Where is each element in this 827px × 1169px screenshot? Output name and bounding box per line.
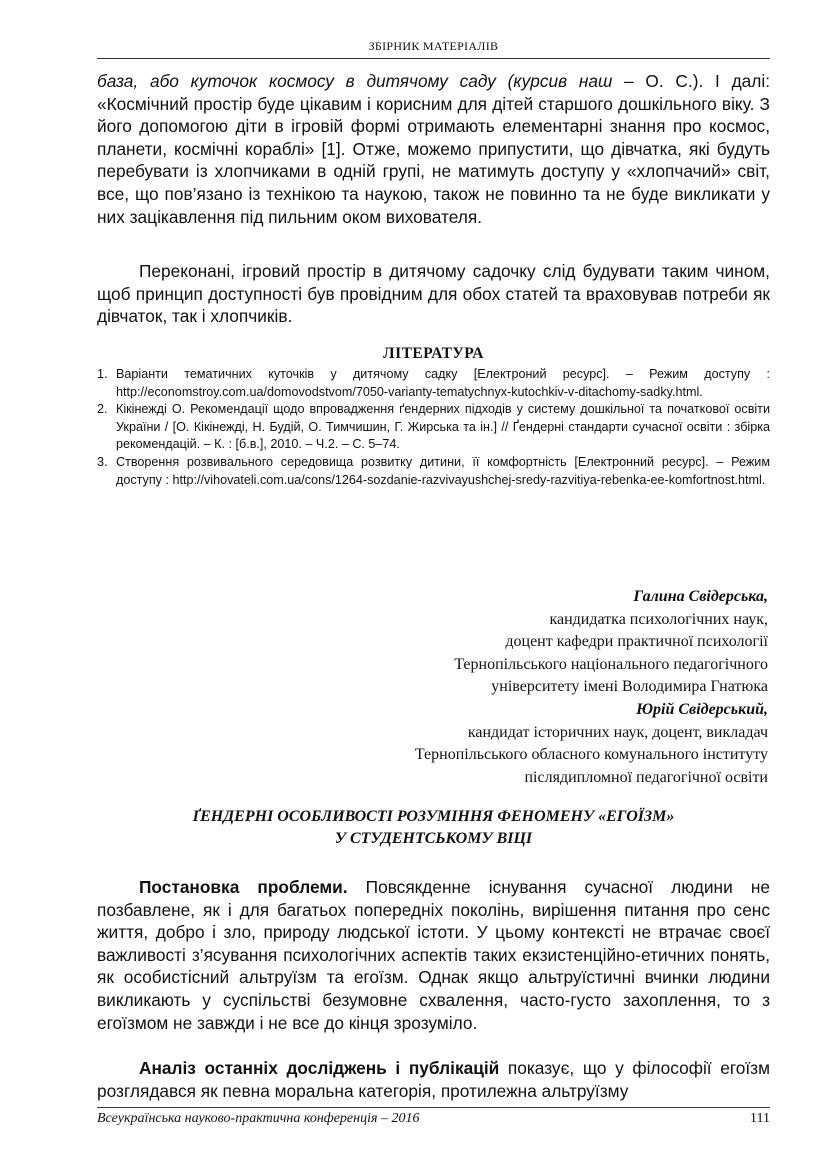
author-1-affiliation-line: доцент кафедри практичної психології bbox=[505, 633, 768, 651]
author-1-affiliation-line: університету імені Володимира Гнатюка bbox=[491, 678, 768, 696]
reference-item bbox=[97, 454, 770, 489]
page-number: 111 bbox=[750, 1111, 770, 1126]
author-block bbox=[300, 586, 768, 789]
author-2-affiliation-line: Тернопільського обласного комунального інституту bbox=[414, 746, 768, 764]
footer-divider bbox=[97, 1107, 770, 1108]
literature-heading: ЛІТЕРАТУРА bbox=[383, 345, 484, 362]
reference-number: 3. bbox=[97, 454, 108, 469]
reference-item bbox=[97, 401, 770, 454]
article-title-line-1: ҐЕНДЕРНІ ОСОБЛИВОСТІ РОЗУМІННЯ ФЕНОМЕНУ «ЕГОЇЗМ» bbox=[192, 808, 675, 825]
running-head: ЗБІРНИК МАТЕРІАЛІВ bbox=[368, 39, 499, 53]
literature-review-heading: Аналіз останніх досліджень і публікацій bbox=[139, 1058, 500, 1078]
author-1-name: Галина Свідерська, bbox=[633, 588, 768, 605]
reference-item bbox=[97, 366, 770, 401]
reference-number: 2. bbox=[97, 402, 108, 417]
article-title bbox=[97, 806, 770, 850]
reference-text: Варіанти тематичних куточків у дитячому садку [Електроний ресурс]. – Режим доступу : http://economstroy.com.ua/domovodstvom/7050-varianty-tematychnyx-kutochkiv-v-ditachomy-sadky.html. bbox=[116, 367, 770, 399]
literature-review-paragraph bbox=[97, 1057, 770, 1102]
header-divider bbox=[97, 58, 770, 59]
problem-statement-heading: Постановка проблеми. bbox=[139, 877, 348, 897]
intro-paragraph-1-text: – О. С.). І далі: «Космічний простір буде цікавим і корисним для дітей старшого дошкільного віку. З його допомогою діти в ігровій формі отримають елементарні знання про космос, планети, космічні кораблі» [1]. Отже, можемо припустити, що дівчатка, які будуть перебувати із хлопчиками в одній групі, не матимуть доступу у «хлопчачий» світ, все, що пов’язано із технікою та наукою, також не повинно та не буде викликати у них зацікавлення під пильним оком вихователя. bbox=[97, 71, 770, 227]
author-2-affiliation-line: кандидат історичних наук, доцент, викладач bbox=[467, 723, 768, 741]
intro-paragraph-2: Переконані, ігровий простір в дитячому садочку слід будувати таким чином, щоб принцип доступності був провідним для обох статей та враховував потреби як дівчаток, так і хлопчиків. bbox=[97, 261, 770, 327]
author-2-affiliation-line: післядипломної педагогічної освіти bbox=[524, 768, 768, 786]
reference-number: 1. bbox=[97, 367, 108, 381]
problem-statement-paragraph bbox=[97, 876, 770, 1034]
reference-text: Кікінежді О. Рекомендації щодо впровадження ґендерних підходів у систему дошкільної та початкової освіти України / [О. Кікінежді, Н. Будій, О. Тимчишин, Г. Жирська та ін.] // Ґендерні стандарти сучасної освіти : збірка рекомендацій. – К. : [б.в.], 2010. – Ч.2. – С. 5–74. bbox=[116, 402, 770, 452]
intro-italic-fragment: база, або куточок космосу в дитячому саду (курсив наш bbox=[97, 71, 613, 91]
author-1-affiliation-line: Тернопільського національного педагогічного bbox=[454, 655, 768, 673]
article-title-line-2: У СТУДЕНТСЬКОМУ ВІЦІ bbox=[334, 830, 533, 847]
reference-list bbox=[97, 366, 770, 489]
literature-review-text: показує, що у філософії егоїзм розглядався як певна моральна категорія, протилежна альтруїзму bbox=[97, 1058, 770, 1101]
author-2-name: Юрій Свідерський, bbox=[636, 700, 768, 718]
reference-text: Створення розвивального середовища розвитку дитини, її комфортність [Електронний ресурс]. – Режим доступу : http://vihovateli.com.ua/cons/1264-sozdanie-razvivayushchej-sredy-razvitiya-rebenka-ee-komfortnost.html. bbox=[116, 454, 770, 487]
problem-statement-text: Повсякденне існування сучасної людини не позбавлене, як і для багатьох попередніх поколінь, вирішення питання про сенс життя, добро і зло, природу людської істоти. У цьому контексті не втрачає своєї важливості з’ясування психологічних аспектів таких екзистенційно-етичних понять, як особистісний альтруїзм та егоїзм. Однак якщо альтруїстичні вчинки людини викликають у суспільстві безумовне схвалення, часто-густо захоплення, то з егоїзмом не завжди і не все до кінця зрозуміло. bbox=[97, 877, 771, 1033]
author-1-affiliation-line: кандидатка психологічних наук, bbox=[549, 610, 768, 628]
footer-conference: Всеукраїнська науково-практична конференція – 2016 bbox=[97, 1111, 420, 1126]
intro-paragraph-1 bbox=[97, 70, 770, 228]
